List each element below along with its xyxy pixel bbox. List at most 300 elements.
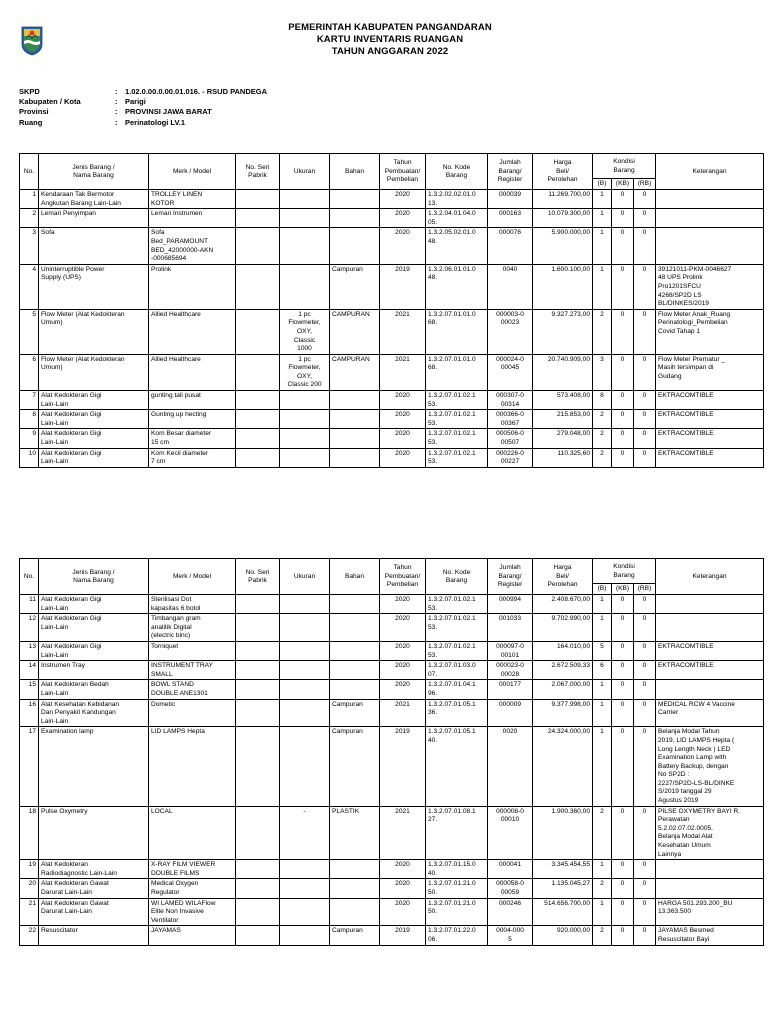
table-body [20,595,764,946]
cell-condition-good: 3 [593,354,612,390]
cell-quantity: 001033 [488,614,533,642]
cell-notes [656,879,764,898]
table-row [20,309,764,354]
cell-quantity: 000024-0 00045 [488,354,533,390]
cell-condition-broken: 0 [634,680,656,699]
cell-no: 15 [20,680,39,699]
col-header-quantity: Jumlah Barang/ Register [488,154,533,190]
col-header-condition-broken: (RB) [634,584,656,595]
cell-material [330,879,380,898]
cell-quantity: 0004-000 5 [488,926,533,945]
cell-condition-good: 1 [593,190,612,209]
cell-condition-broken: 0 [634,448,656,467]
title-government: PEMERINTAH KABUPATEN PANGANDARAN [288,22,492,33]
meta-row [19,118,267,128]
cell-no: 8 [20,410,39,429]
cell-condition-good: 1 [593,228,612,264]
cell-quantity: 000058-0 00059 [488,879,533,898]
col-header-material: Bahan [330,154,380,190]
cell-item-name: Alat Kedokteran Gigi Lain-Lain [39,595,149,614]
cell-item-name: Alat Kedokteran Bedah Lain-Lain [39,680,149,699]
cell-size [280,448,330,467]
cell-serial [236,391,280,410]
cell-item-name: Alat Kedokteran Gawat Darurat Lain-Lain [39,898,149,926]
cell-code: 1.3.2.07.01.02.1 53. [426,448,488,467]
cell-item-name: Pulse Oxymetry [39,806,149,860]
cell-notes [656,860,764,879]
col-header-notes: Keterangan [656,559,764,595]
cell-serial [236,429,280,448]
cell-size: - [280,806,330,860]
cell-size [280,860,330,879]
meta-label: SKPD [19,87,40,96]
table-row [20,898,764,926]
cell-quantity: 000009 [488,699,533,727]
cell-size [280,595,330,614]
cell-condition-broken: 0 [634,410,656,429]
cell-notes: EKTRACOMTIBLE [656,448,764,467]
cell-brand: BOWL STAND DOUBLE ANE1301 [149,680,236,699]
cell-quantity: 000076 [488,228,533,264]
cell-material: Campuran [330,727,380,806]
cell-quantity: 000008-0 00010 [488,806,533,860]
cell-serial [236,354,280,390]
cell-condition-good: 8 [593,391,612,410]
cell-price: 9.377.998,00 [533,699,593,727]
cell-item-name: Alat Kedokteran Gigi Lain-Lain [39,429,149,448]
document-title [200,22,580,58]
cell-brand: Lemari Instrumen [149,209,236,228]
cell-code: 1.3.2.07.01.21.0 50. [426,879,488,898]
cell-notes: EKTRACOMTIBLE [656,410,764,429]
cell-price: 1.900.360,00 [533,806,593,860]
cell-material [330,228,380,264]
cell-condition-good: 2 [593,429,612,448]
meta-value: Parigi [125,97,146,107]
pangandaran-regency-emblem [20,24,44,56]
cell-year: 2020 [380,898,426,926]
cell-condition-broken: 0 [634,595,656,614]
col-header-condition-fair: (KB) [612,584,634,595]
cell-year: 2020 [380,410,426,429]
cell-condition-broken: 0 [634,391,656,410]
cell-size: 1 pc Flowmeter, OXY, Classic 1000 [280,309,330,354]
cell-quantity: 0040 [488,264,533,309]
cell-serial [236,209,280,228]
cell-item-name: Flow Meter (Alat Kedokteran Umum) [39,354,149,390]
cell-condition-broken: 0 [634,190,656,209]
cell-size [280,410,330,429]
table-header [20,559,764,595]
cell-code: 1.3.2.07.01.05.1 36. [426,699,488,727]
cell-notes: EKTRACOMTIBLE [656,641,764,660]
table-row [20,448,764,467]
cell-no: 19 [20,860,39,879]
cell-brand: Sofa Bed_PARAMOUNT BED_42000000-AKN -000685694 [149,228,236,264]
cell-price: 215.853,00 [533,410,593,429]
cell-item-name: Kendaraan Tak Bermotor Angkutan Barang Lain-Lain [39,190,149,209]
cell-serial [236,448,280,467]
cell-condition-broken: 0 [634,727,656,806]
cell-no: 11 [20,595,39,614]
col-header-no: No. [20,559,39,595]
table-row [20,806,764,860]
cell-serial [236,264,280,309]
cell-code: 1.3.2.07.01.01.0 68. [426,354,488,390]
cell-material [330,680,380,699]
cell-condition-good: 2 [593,410,612,429]
cell-item-name: Alat Kedokteran Radiodiagnostic Lain-Lain [39,860,149,879]
cell-serial [236,926,280,945]
cell-price: 9.702.990,00 [533,614,593,642]
cell-item-name: Alat Kesehatan Kebidanan Dan Penyakit Kandungan Lain-Lain [39,699,149,727]
table-row [20,614,764,642]
col-header-condition-fair: (KB) [612,179,634,190]
cell-size [280,228,330,264]
table-row [20,410,764,429]
cell-serial [236,898,280,926]
table-row [20,926,764,945]
cell-code: 1.3.2.07.01.02.1 53. [426,429,488,448]
col-header-item-name: Jenis Barang / Nama Barang [39,559,149,595]
cell-serial [236,309,280,354]
cell-year: 2020 [380,190,426,209]
cell-notes [656,209,764,228]
cell-condition-fair: 0 [612,806,634,860]
cell-condition-good: 6 [593,661,612,680]
cell-condition-broken: 0 [634,898,656,926]
cell-brand: Allied Healthcare [149,354,236,390]
cell-code: 1.3.2.07.01.02.1 53. [426,391,488,410]
col-header-condition-good: (B) [593,179,612,190]
cell-no: 18 [20,806,39,860]
cell-size [280,429,330,448]
inventory-table-1 [19,153,764,468]
meta-value: PROVINSI JAWA BARAT [125,107,212,117]
title-budget-year: TAHUN ANGGARAN 2022 [331,46,449,57]
cell-quantity: 000163 [488,209,533,228]
cell-code: 1.3.2.04.01.04.0 05. [426,209,488,228]
cell-condition-good: 1 [593,680,612,699]
cell-notes: MEDICAL RCW 4 Vaccine Carrier [656,699,764,727]
cell-code: 1.3.2.05.02.01.0 48. [426,228,488,264]
cell-notes [656,614,764,642]
cell-condition-fair: 0 [612,699,634,727]
cell-item-name: Alat Kedokteran Gigi Lain-Lain [39,641,149,660]
cell-condition-broken: 0 [634,264,656,309]
cell-item-name: Alat Kedokteran Gigi Lain-Lain [39,614,149,642]
cell-material [330,595,380,614]
cell-item-name: Alat Kedokteran Gigi Lain-Lain [39,410,149,429]
meta-value: Perinatologi LV.1 [125,117,186,127]
cell-notes [656,680,764,699]
cell-size [280,699,330,727]
cell-year: 2020 [380,614,426,642]
col-header-size: Ukuran [280,559,330,595]
cell-item-name: Resuscitator [39,926,149,945]
cell-notes [656,228,764,264]
title-card: KARTU INVENTARIS RUANGAN [316,34,464,45]
cell-quantity: 000506-0 00507 [488,429,533,448]
cell-condition-fair: 0 [612,595,634,614]
col-header-item-name: Jenis Barang / Nama Barang [39,154,149,190]
cell-price: 2.672.509,33 [533,661,593,680]
cell-condition-fair: 0 [612,228,634,264]
cell-serial [236,190,280,209]
col-header-code: No. Kode Barang [426,559,488,595]
cell-condition-broken: 0 [634,429,656,448]
cell-price: 920.000,00 [533,926,593,945]
table-row [20,860,764,879]
cell-size [280,661,330,680]
cell-serial [236,727,280,806]
cell-code: 1.3.2.07.01.08.1 27. [426,806,488,860]
cell-brand: X-RAY FILM VIEWER DOUBLE FILMS [149,860,236,879]
table-row [20,209,764,228]
meta-separator: : [115,107,118,117]
cell-quantity: 0020 [488,727,533,806]
meta-row [19,97,267,107]
cell-code: 1.3.2.06.01.01.0 48. [426,264,488,309]
col-header-code: No. Kode Barang [426,154,488,190]
col-header-condition-good: (B) [593,584,612,595]
cell-condition-good: 2 [593,806,612,860]
cell-material [330,209,380,228]
cell-condition-fair: 0 [612,926,634,945]
cell-condition-fair: 0 [612,898,634,926]
cell-year: 2021 [380,354,426,390]
table-body [20,190,764,468]
cell-brand: Dometic [149,699,236,727]
cell-no: 2 [20,209,39,228]
cell-material [330,641,380,660]
cell-item-name: Alat Kedokteran Gawat Darurat Lain-Lain [39,879,149,898]
cell-condition-fair: 0 [612,264,634,309]
cell-quantity: 000307-0 00314 [488,391,533,410]
cell-item-name: Sofa [39,228,149,264]
table-row [20,228,764,264]
meta-separator: : [115,87,118,96]
meta-row [19,107,267,117]
cell-serial [236,228,280,264]
cell-year: 2020 [380,448,426,467]
cell-notes: JAYAMAS Besmed Resuscitator Bayi [656,926,764,945]
meta-row [19,87,267,97]
cell-serial [236,410,280,429]
cell-condition-good: 1 [593,209,612,228]
cell-condition-fair: 0 [612,614,634,642]
cell-price: 573.408,00 [533,391,593,410]
cell-price: 10.079.300,00 [533,209,593,228]
cell-serial [236,699,280,727]
meta-label: Ruang [19,117,43,127]
table-header [20,154,764,190]
table-row [20,879,764,898]
cell-no: 17 [20,727,39,806]
table-row [20,727,764,806]
table-row [20,190,764,209]
meta-separator: : [115,117,118,127]
cell-size [280,898,330,926]
cell-quantity: 000226-0 00227 [488,448,533,467]
cell-notes: EKTRACOMTIBLE [656,391,764,410]
cell-no: 12 [20,614,39,642]
col-header-brand: Merk / Model [149,154,236,190]
table-row [20,641,764,660]
cell-material [330,190,380,209]
cell-material [330,410,380,429]
cell-item-name: Alat Kedokteran Gigi Lain-Lain [39,391,149,410]
meta-separator: : [115,97,118,107]
cell-condition-broken: 0 [634,309,656,354]
cell-material [330,391,380,410]
cell-year: 2020 [380,879,426,898]
table-row [20,429,764,448]
cell-brand: TROLLEY LINEN KOTOR [149,190,236,209]
cell-price: 2.067.000,00 [533,680,593,699]
cell-notes: PILSE OXYMETRY BAYI R. Perawatan 5.2.02.07.02.0005. Belanja Modal Alat Kesehatan Umum Lainnya [656,806,764,860]
cell-condition-fair: 0 [612,209,634,228]
cell-price: 1.135.045,27 [533,879,593,898]
cell-code: 1.3.2.07.01.02.1 53. [426,595,488,614]
cell-material [330,448,380,467]
cell-condition-good: 2 [593,926,612,945]
cell-condition-broken: 0 [634,860,656,879]
cell-price: 164.010,00 [533,641,593,660]
cell-quantity: 000366-0 00367 [488,410,533,429]
cell-no: 5 [20,309,39,354]
cell-item-name: Flow Meter (Alat Kedokteran Umum) [39,309,149,354]
cell-material [330,898,380,926]
cell-price: 5.900.000,00 [533,228,593,264]
cell-serial [236,595,280,614]
cell-no: 20 [20,879,39,898]
cell-code: 1.3.2.07.01.21.0 50. [426,898,488,926]
cell-year: 2019 [380,264,426,309]
cell-brand: Kom Kecil diameter 7 cm [149,448,236,467]
cell-no: 4 [20,264,39,309]
cell-no: 10 [20,448,39,467]
cell-no: 6 [20,354,39,390]
cell-price: 110.325,60 [533,448,593,467]
cell-brand: gunting tali pusat [149,391,236,410]
cell-condition-good: 1 [593,595,612,614]
cell-material: CAMPURAN [330,354,380,390]
cell-year: 2019 [380,727,426,806]
cell-year: 2020 [380,391,426,410]
cell-serial [236,614,280,642]
cell-condition-broken: 0 [634,806,656,860]
cell-no: 7 [20,391,39,410]
cell-no: 13 [20,641,39,660]
cell-quantity: 000023-0 00028 [488,661,533,680]
cell-year: 2020 [380,209,426,228]
table-row [20,699,764,727]
cell-serial [236,806,280,860]
cell-brand: WI LAMED WILAFlow Elite Non Invasive Ventilator [149,898,236,926]
cell-condition-broken: 0 [634,641,656,660]
cell-material: PLASTIK [330,806,380,860]
cell-year: 2020 [380,595,426,614]
table-row [20,661,764,680]
cell-notes: 39121011-PKM-0046627 48 UPS Prolink Pro1201SFCU 4268/SP2D LS BL/DINKES/2019 [656,264,764,309]
cell-condition-broken: 0 [634,228,656,264]
cell-code: 1.3.2.07.01.02.1 53. [426,614,488,642]
cell-brand: LOCAL [149,806,236,860]
cell-no: 16 [20,699,39,727]
cell-item-name: Uninterruptible Power Supply (UPS) [39,264,149,309]
cell-serial [236,661,280,680]
cell-quantity: 000177 [488,680,533,699]
cell-brand: Medical Oxygen Regulator [149,879,236,898]
cell-serial [236,680,280,699]
cell-brand: Timbangan gram analitik Digital (electric binc) [149,614,236,642]
cell-material: Campuran [330,699,380,727]
cell-condition-fair: 0 [612,641,634,660]
cell-year: 2019 [380,926,426,945]
cell-condition-fair: 0 [612,448,634,467]
meta-label: Kabupaten / Kota [19,97,81,107]
cell-quantity: 000994 [488,595,533,614]
cell-item-name: Lemari Penyimpan [39,209,149,228]
meta-value: 1.02.0.00.0.00.01.016. - RSUD PANDEGA [125,87,268,96]
cell-condition-good: 1 [593,898,612,926]
col-header-year: Tahun Pembuatan/ Pembelian [380,154,426,190]
cell-code: 1.3.2.07.01.15.0 40. [426,860,488,879]
cell-size [280,264,330,309]
cell-size [280,926,330,945]
cell-price: 9.327.273,00 [533,309,593,354]
cell-condition-broken: 0 [634,354,656,390]
table-row [20,264,764,309]
table-row [20,680,764,699]
col-header-condition: Kondisi Barang [593,154,656,179]
cell-condition-fair: 0 [612,190,634,209]
cell-material [330,661,380,680]
cell-brand: Allied Healthcare [149,309,236,354]
cell-size [280,209,330,228]
cell-price: 514.656.700,00 [533,898,593,926]
cell-material [330,860,380,879]
table-row [20,354,764,390]
cell-condition-good: 1 [593,699,612,727]
cell-condition-fair: 0 [612,354,634,390]
col-header-brand: Merk / Model [149,559,236,595]
cell-condition-broken: 0 [634,209,656,228]
cell-brand: LID LAMPS Hepta [149,727,236,806]
cell-material [330,614,380,642]
cell-condition-fair: 0 [612,309,634,354]
cell-size [280,190,330,209]
cell-brand: INSTRUMENT TRAY SMALL [149,661,236,680]
col-header-condition-broken: (RB) [634,179,656,190]
cell-condition-good: 1 [593,614,612,642]
cell-condition-good: 2 [593,309,612,354]
col-header-price: Harga Beli/ Perolehan [533,559,593,595]
cell-condition-fair: 0 [612,680,634,699]
cell-no: 14 [20,661,39,680]
cell-condition-good: 2 [593,448,612,467]
cell-condition-broken: 0 [634,614,656,642]
metadata-block [19,87,267,128]
cell-condition-fair: 0 [612,879,634,898]
col-header-year: Tahun Pembuatan/ Pembelian [380,559,426,595]
cell-condition-good: 2 [593,879,612,898]
cell-no: 9 [20,429,39,448]
cell-year: 2020 [380,661,426,680]
cell-notes: EKTRACOMTIBLE [656,429,764,448]
cell-size [280,879,330,898]
